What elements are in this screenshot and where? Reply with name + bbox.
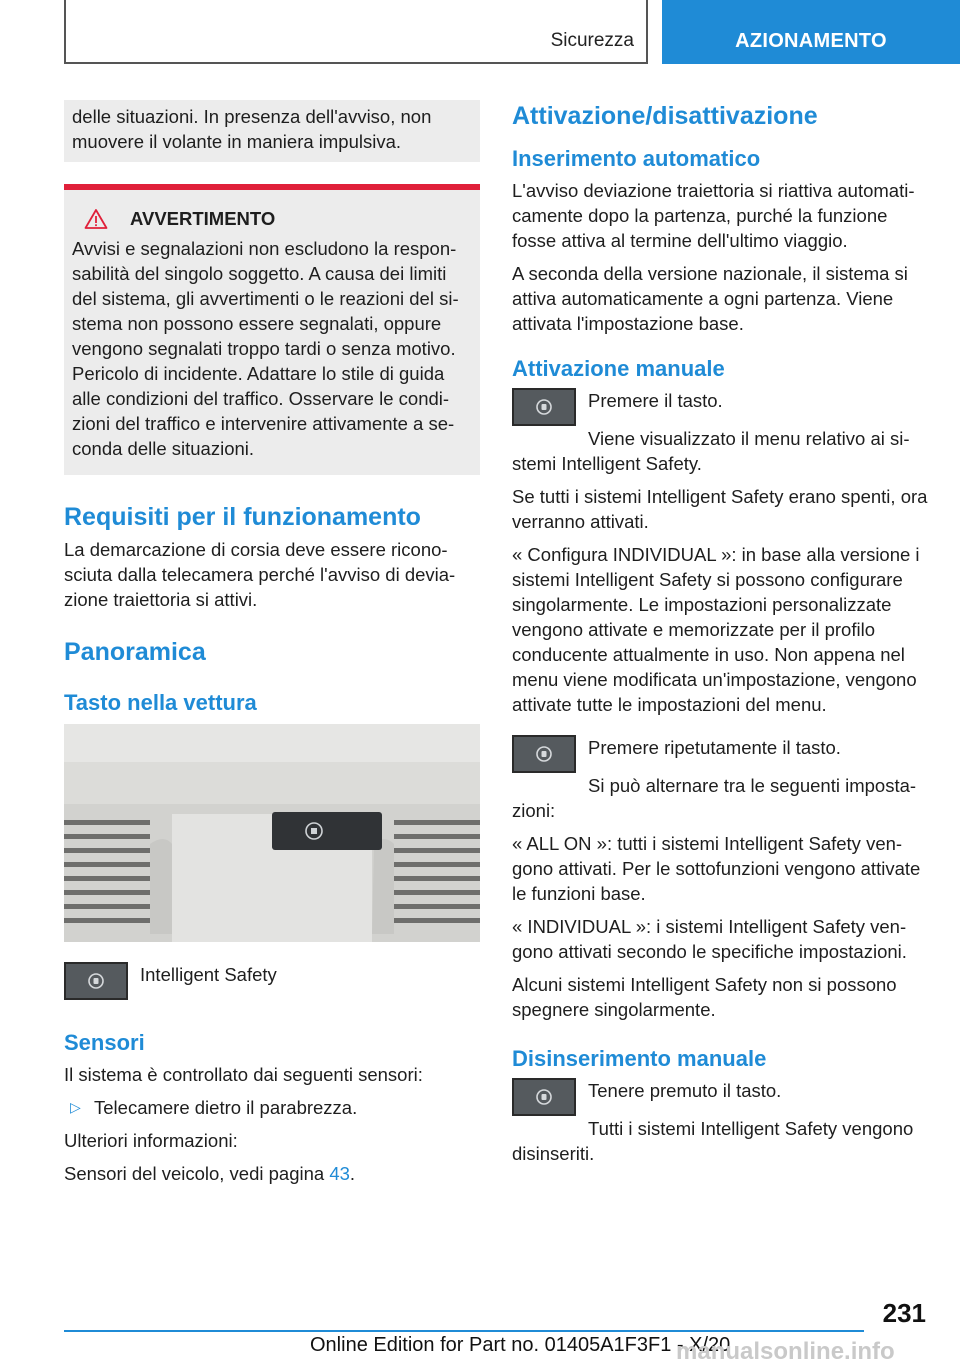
right-column (512, 100, 928, 1174)
manual-step-2: Viene visualizzato il menu relativo ai sistemi Intelligent Safety. (512, 428, 910, 474)
more-info-text: Ulteriori informazioni: (64, 1130, 238, 1151)
sensors-text: Il sistema è controllato dai seguenti sensori: (64, 1064, 423, 1085)
intelligent-safety-button-icon (64, 962, 128, 1000)
edition-text: Online Edition for Part no. 01405A1F3F1 - X/20 (310, 1334, 731, 1356)
sensors-bullet (64, 1095, 480, 1120)
warning-heading (72, 208, 472, 230)
sensors-page-link[interactable]: 43 (329, 1163, 350, 1184)
warning-text: Avvisi e segnalazioni non escludono la responsabilità del singolo soggetto. A causa dei limiti del sistema, gli avvertimenti o le reazioni del sistema non possono essere segnalati, oppure vengono segnalati troppo tardi o senza motivo. Pericolo di incidente. Adattare lo stile di guida alle condizioni del traffico. Osservare le condizioni del traffico e intervenire attivamente a seconda delle situazioni. (72, 238, 459, 459)
cannot-off-text: Alcuni sistemi Intelligent Safety non si possono spegnere singolarmente. (512, 974, 897, 1020)
off-button-row (512, 1078, 928, 1116)
intelligent-safety-button-icon (512, 388, 576, 426)
warning-triangle-icon (84, 208, 108, 230)
manual-heading: Attivazione manuale (512, 356, 725, 381)
header-section-tab (64, 0, 648, 64)
intelligent-safety-label: Intelligent Safety (140, 964, 277, 985)
button-heading: Tasto nella vettura (64, 690, 257, 715)
header-chapter-label: AZIONAMENTO (735, 30, 887, 52)
manual-text-2: « Configura INDIVIDUAL »: in base alla versione i sistemi Intelligent Safety si possono configurare singolarmente. Le impostazioni personalizzate vengono attivate e memorizzate per il profilo conducente attualmente in uso. Non appena nel menu viene modificata un'impostazione, vengono attivate tutte le impostazioni del menu. (512, 544, 920, 715)
sensors-heading: Sensori (64, 1030, 145, 1055)
bullet-triangle-icon: ▷ (70, 1099, 81, 1115)
requirements-heading: Requisiti per il funzionamento (64, 503, 421, 531)
dashboard-photo-illustration (64, 724, 480, 942)
individual-text: « INDIVIDUAL »: i sistemi Intelligent Safety vengono attivati secondo le specifiche impostazioni. (512, 916, 907, 962)
off-heading: Disinserimento manuale (512, 1046, 767, 1071)
warning-title: AVVERTIMENTO (130, 208, 276, 229)
sensors-bullet-text: Telecamere dietro il parabrezza. (94, 1097, 358, 1118)
off-step-2: Tutti i sistemi Intelligent Safety vengono disinseriti. (512, 1118, 914, 1164)
dashboard-button-photo (64, 724, 480, 942)
auto-heading: Inserimento automatico (512, 146, 761, 171)
header-chapter-tab (662, 0, 960, 64)
manual-button-row (512, 388, 928, 426)
intelligent-safety-button-icon (512, 1078, 576, 1116)
overview-heading: Panoramica (64, 638, 206, 666)
all-on-text: « ALL ON »: tutti i sistemi Intelligent Safety vengono attivati. Per le sottofunzioni vengono attivate le funzioni base. (512, 833, 921, 904)
activation-heading: Attivazione/disattivazione (512, 102, 818, 130)
header-section-label: Sicurezza (550, 30, 634, 51)
intelligent-safety-button-icon (512, 735, 576, 773)
off-step-1: Tenere premuto il tasto. (588, 1080, 782, 1101)
manual-step-1: Premere il tasto. (588, 390, 723, 411)
watermark: manualsonline.info (676, 1338, 895, 1362)
manual-text-1: Se tutti i sistemi Intelligent Safety erano spenti, ora verranno attivati. (512, 486, 928, 532)
warning-box (64, 184, 480, 475)
requirements-text: La demarcazione di corsia deve essere riconosciuta dalla telecamera perché l'avviso di deviazione traiettoria si attivi. (64, 539, 456, 610)
repeat-step-1: Premere ripetutamente il tasto. (588, 737, 841, 758)
repeat-button-row (512, 735, 928, 773)
sensors-reference (64, 1161, 480, 1186)
sensors-ref-suffix: . (349, 1163, 356, 1184)
intelligent-safety-button-row (64, 962, 480, 1000)
auto-text-2: A seconda della versione nazionale, il sistema si attiva automaticamente a ogni partenza. Viene attivata l'impostazione base. (512, 263, 908, 334)
page-number: 231 (882, 1298, 926, 1328)
intro-box (64, 100, 480, 162)
left-column (64, 100, 480, 1194)
auto-text-1: L'avviso deviazione traiettoria si riattiva automaticamente dopo la partenza, purché la funzione fosse attiva al termine dell'ultimo viaggio. (512, 180, 915, 251)
intro-text: delle situazioni. In presenza dell'avviso, non muovere il volante in maniera impulsiva. (72, 106, 432, 152)
sensors-ref-prefix: Sensori del veicolo, vedi pagina (64, 1163, 330, 1184)
repeat-step-2: Si può alternare tra le seguenti impostazioni: (512, 775, 917, 821)
footer-divider (64, 1330, 864, 1332)
